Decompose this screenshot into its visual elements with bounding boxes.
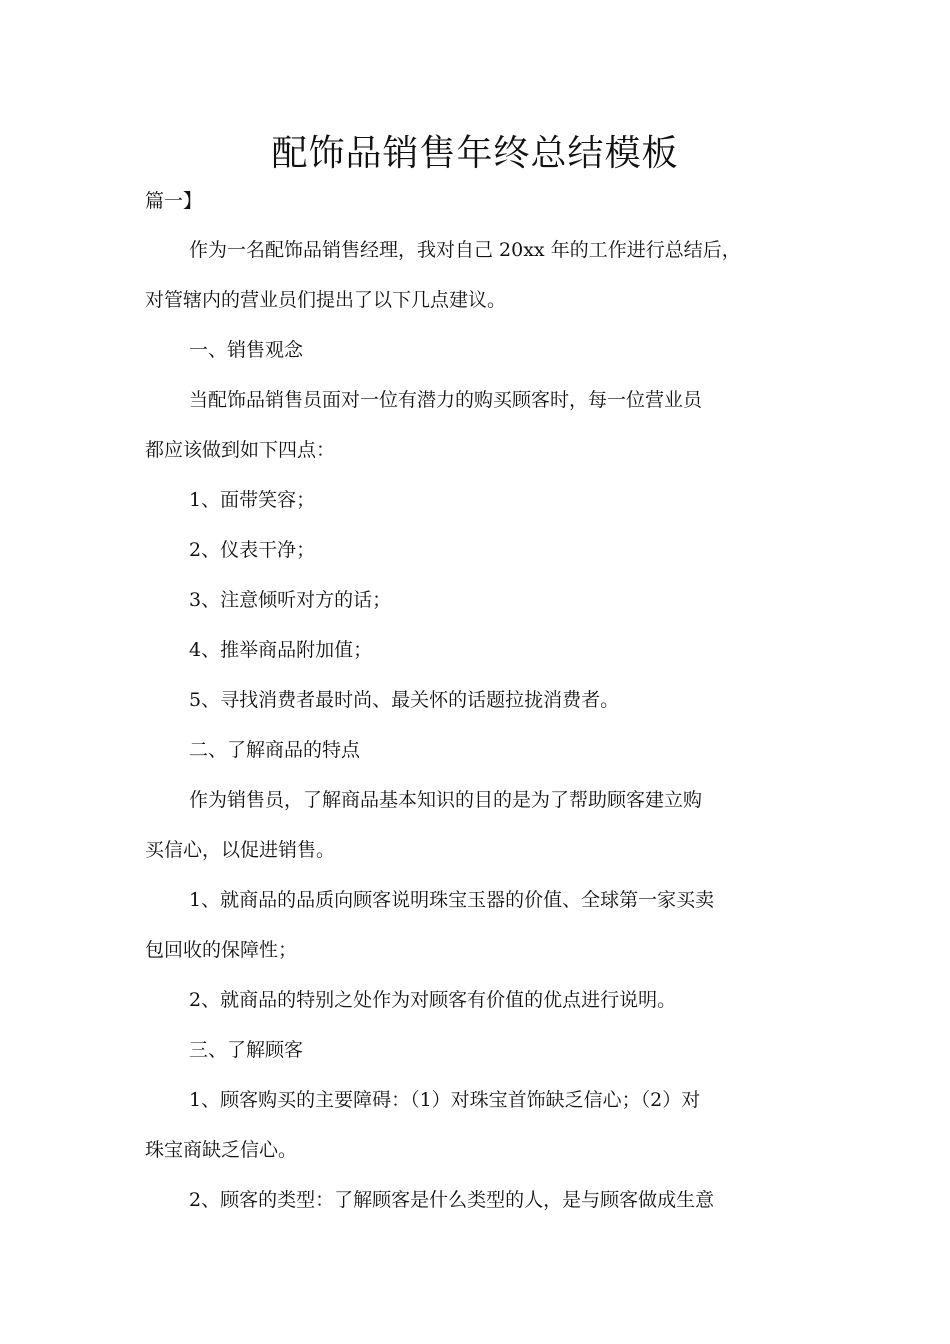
text-line: 买信心，以促进销售。	[145, 839, 336, 861]
text-line: 珠宝商缺乏信心。	[145, 1139, 298, 1161]
document-title: 配饰品销售年终总结模板	[271, 133, 679, 174]
text-line: 1、就商品的品质向顾客说明珠宝玉器的价值、全球第一家买卖	[189, 889, 715, 911]
text-line: 5、寻找消费者最时尚、最关怀的话题拉拢消费者。	[189, 689, 620, 711]
text-line: 2、就商品的特别之处作为对顾客有价值的优点进行说明。	[189, 989, 677, 1011]
text-line: 对管辖内的营业员们提出了以下几点建议。	[145, 289, 507, 311]
text-line: 2、仪表干净；	[189, 539, 316, 561]
document-body	[145, 232, 813, 1232]
text-line: 3、注意倾听对方的话；	[189, 589, 392, 611]
text-line: 1、顾客购买的主要障碍：（1）对珠宝首饰缺乏信心；（2）对	[189, 1089, 701, 1111]
text-line: 一、销售观念	[189, 339, 304, 361]
text-line: 三、了解顾客	[189, 1039, 304, 1061]
text-line: 包回收的保障性；	[145, 939, 298, 961]
section-label: 篇一】	[145, 190, 203, 212]
text-line: 4、推举商品附加值；	[189, 639, 373, 661]
text-line: 作为销售员，了解商品基本知识的目的是为了帮助顾客建立购	[189, 789, 703, 811]
text-line: 当配饰品销售员面对一位有潜力的购买顾客时，每一位营业员	[189, 389, 703, 411]
text-line: 2、顾客的类型：了解顾客是什么类型的人，是与顾客做成生意	[189, 1189, 715, 1211]
text-line: 作为一名配饰品销售经理，我对自己 20xx 年的工作进行总结后，	[189, 239, 741, 261]
text-line: 二、了解商品的特点	[189, 739, 361, 761]
text-line: 都应该做到如下四点：	[145, 439, 336, 461]
text-line: 1、面带笑容；	[189, 489, 316, 511]
